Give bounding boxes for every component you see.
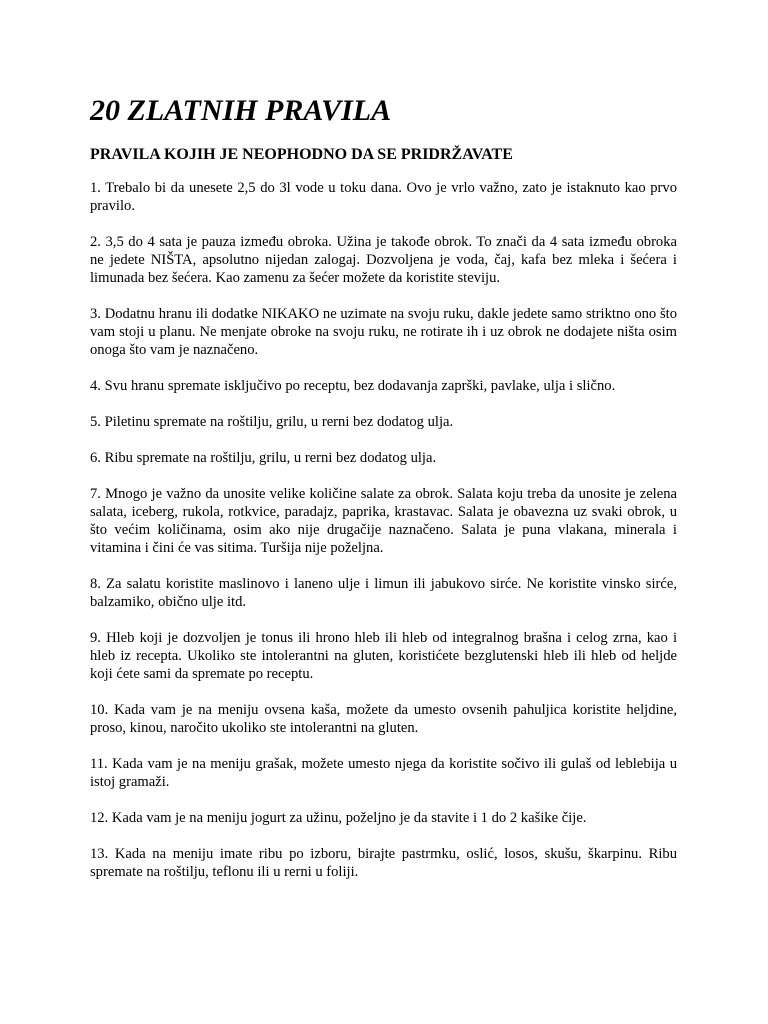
rule-10: 10. Kada vam je na meniju ovsena kaša, možete da umesto ovsenih pahuljica koristite heljdine, proso, kinou, naročito ukoliko ste intolerantni na gluten. — [90, 702, 677, 736]
rule-11: 11. Kada vam je na meniju grašak, možete umesto njega da koristite sočivo ili gulaš od leblebija u istoj gramaži. — [90, 756, 677, 790]
rule-5: 5. Piletinu spremate na roštilju, grilu, u rerni bez dodatog ulja. — [90, 414, 454, 430]
rule-4: 4. Svu hranu spremate isključivo po receptu, bez dodavanja zaprški, pavlake, ulja i slično. — [90, 378, 616, 394]
rule-8: 8. Za salatu koristite maslinovo i laneno ulje i limun ili jabukovo sirće. Ne koristite vinsko sirće, balzamiko, obično ulje itd. — [90, 576, 677, 610]
rule-12: 12. Kada vam je na meniju jogurt za užinu, poželjno je da stavite i 1 do 2 kašike čije. — [90, 810, 587, 826]
rule-2: 2. 3,5 do 4 sata je pauza između obroka. Užina je takođe obrok. To znači da 4 sata između obroka ne jedete NIŠTA, apsolutno nijedan zalogaj. Dozvoljena je voda, čaj, kafa bez mleka i šećera i limunada bez šećera. Kao zamenu za šećer možete da koristite steviju. — [90, 234, 677, 286]
rule-9: 9. Hleb koji je dozvoljen je tonus ili hrono hleb ili hleb od integralnog brašna i celog zrna, kao i hleb iz recepta. Ukoliko ste intolerantni na gluten, koristićete bezglutenski hleb ili hleb od heljde koji ćete sami da spremate po receptu. — [90, 630, 677, 682]
rules-list — [90, 179, 677, 881]
rule-1: 1. Trebalo bi da unesete 2,5 do 3l vode u toku dana. Ovo je vrlo važno, zato je istaknuto kao prvo pravilo. — [90, 180, 677, 214]
rule-3: 3. Dodatnu hranu ili dodatke NIKAKO ne uzimate na svoju ruku, dakle jedete samo striktno ono što vam stoji u planu. Ne menjate obroke na svoju ruku, ne rotirate ih i uz obrok ne dodajete ništa osim onoga što vam je naznačeno. — [90, 306, 677, 358]
document-page — [90, 92, 677, 899]
document-title: 20 ZLATNIH PRAVILA — [90, 94, 392, 127]
rule-13: 13. Kada na meniju imate ribu po izboru, birajte pastrmku, oslić, losos, skušu, škarpinu. Ribu spremate na roštilju, teflonu ili u rerni u foliji. — [90, 846, 677, 880]
document-subtitle: PRAVILA KOJIH JE NEOPHODNO DA SE PRIDRŽAVATE — [90, 146, 513, 163]
rule-7: 7. Mnogo je važno da unosite velike količine salate za obrok. Salata koju treba da unosite je zelena salata, iceberg, rukola, rotkvice, paradajz, paprika, krastavac. Salata je obavezna uz svaki obrok, u što većim količinama, osim ako nije drugačije naznačeno. Salata je puna vlakana, minerala i vitamina i čini će vas sitima. Turšija nije poželjna. — [90, 486, 677, 556]
rule-6: 6. Ribu spremate na roštilju, grilu, u rerni bez dodatog ulja. — [90, 450, 437, 466]
